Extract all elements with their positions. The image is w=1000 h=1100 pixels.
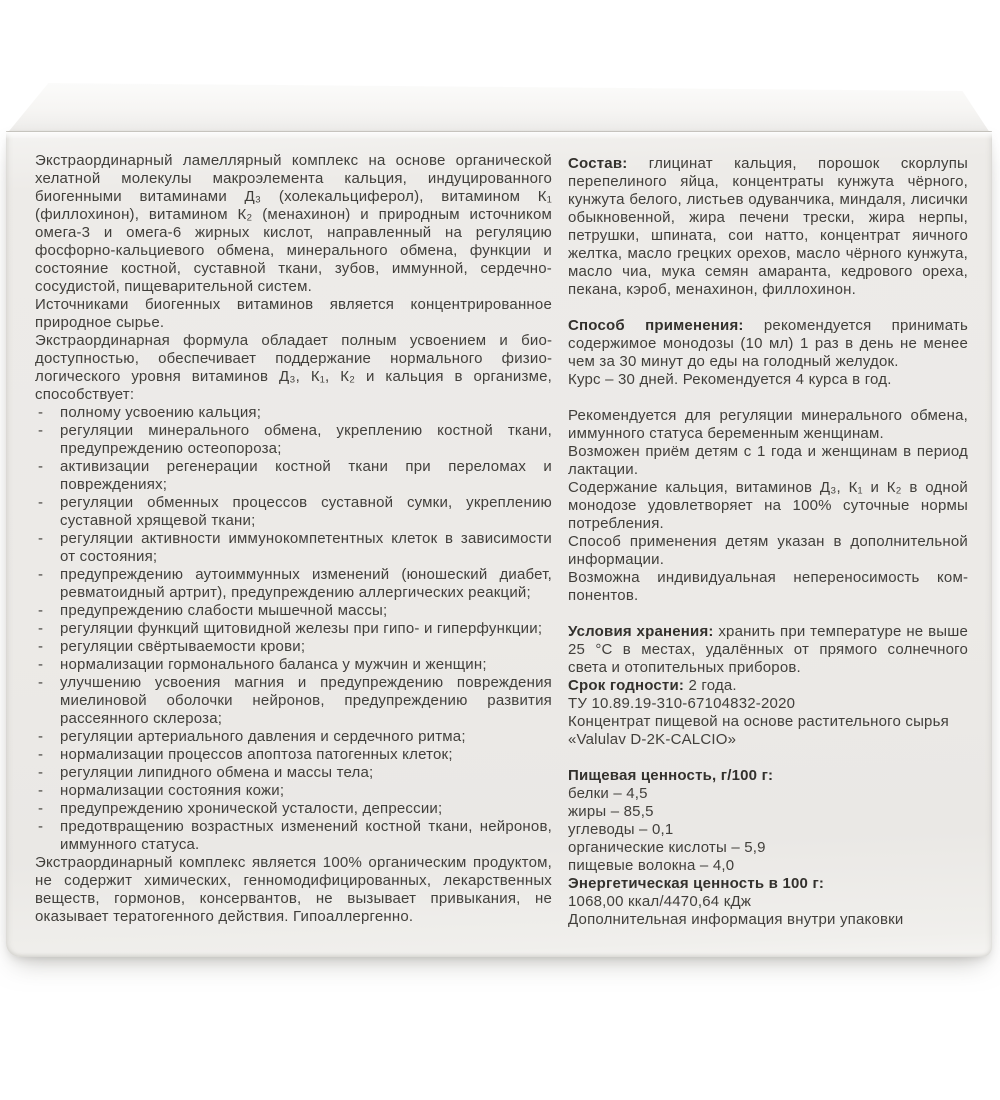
- nutrition-item: жиры – 85,5: [568, 803, 654, 820]
- left-column: [35, 152, 552, 926]
- recommendation-line: Возможен приём детям с 1 года и женщинам в период лактации.: [568, 443, 968, 478]
- benefit-item: - регуляции минерального обмена, укреплению костной ткани, предупреждению остеопороза;: [35, 422, 552, 458]
- benefit-item: - улучшению усвоения магния и предупреждению повреждения миелиновой оболочки нейронов, предупреждению развития рассеянного склероза;: [35, 674, 552, 728]
- nutrition-item: белки – 4,5: [568, 785, 648, 802]
- concentrate-line: Концентрат пищевой на основе растительного сырья: [568, 713, 949, 730]
- product-box: [6, 83, 992, 957]
- recommendations-block: [568, 407, 968, 605]
- intro-paragraph: Экстраординарный ламеллярный комплекс на основе органической хелатной молекулы макроэлемента кальция, индуцированного биогенными витаминами Д₃ (холекальциферол), витамином К₁ (филлохинон), витамином К₂ (менахинон) и природным источником омега-3 и омега-6 жирных кислот, направленный на регуляцию фосфорно-кальциевого обмена, минерального обмена, функции и состояние костной, суставной ткани, зубов, иммунной, сердечно-сосудистой, пищеварительной систем.: [35, 152, 552, 295]
- benefit-item: - предотвращению возрастных изменений костной ткани, нейронов, иммунного статуса.: [35, 818, 552, 854]
- recommendation-line: Рекомендуется для регуляции минерального обмена, иммунного статуса беременным женщинам.: [568, 407, 968, 442]
- storage-text: хранить при температуре не выше 25 °С в местах, удалённых от прямого солнечного света и отопительных приборов.: [568, 623, 968, 676]
- energy-value: 1068,00 ккал/4470,64 кДж: [568, 893, 752, 910]
- benefit-item: - нормализации гормонального баланса у мужчин и женщин;: [35, 656, 552, 674]
- composition-paragraph: [568, 155, 968, 299]
- shelf-life-text: 2 года.: [684, 677, 737, 694]
- storage-label: Условия хранения:: [568, 623, 714, 640]
- recommendation-line: Содержание кальция, витаминов Д₃, К₁ и К₂ в одной монодозе удовлетворяет на 100% суточные нормы потребления.: [568, 479, 968, 532]
- formula-paragraph: Экстраординарная формула обладает полным усвоением и биодоступностью, обеспечивает поддержание нормального физиологического уровня витаминов Д₃, К₁, К₂ и кальция в организме, способствует:: [35, 332, 552, 403]
- benefit-item: - регуляции функций щитовидной железы при гипо- и гиперфункции;: [35, 620, 552, 638]
- closing-paragraph: Экстраординарный комплекс является 100% органическим продуктом, не содержит химических, генномодифицированных, лекарственных веществ, гормонов, консервантов, не вызывает привыкания, не оказывает тератогенного действия. Гипоаллергенно.: [35, 854, 552, 925]
- usage-course-line: Курс – 30 дней. Рекомендуется 4 курса в год.: [568, 371, 892, 388]
- energy-title: Энергетическая ценность в 100 г:: [568, 875, 825, 892]
- benefit-item: - нормализации процессов апоптоза патогенных клеток;: [35, 746, 552, 764]
- nutrition-item: углеводы – 0,1: [568, 821, 674, 838]
- tu-number-line: ТУ 10.89.19-310-67104832-2020: [568, 695, 796, 712]
- recommendation-line: Возможна индивидуальная непереносимость компонентов.: [568, 569, 968, 604]
- benefit-item: - нормализации состояния кожи;: [35, 782, 552, 800]
- benefit-item: - регуляции обменных процессов суставной сумки, укреплению суставной хрящевой ткани;: [35, 494, 552, 530]
- shelf-life-label: Срок годности:: [568, 677, 685, 694]
- product-name-line: «Valulav D-2K-CALCIO»: [568, 731, 737, 748]
- box-top-face: [6, 83, 992, 133]
- nutrition-item: органические кислоты – 5,9: [568, 839, 766, 856]
- nutrition-title: Пищевая ценность, г/100 г:: [568, 767, 774, 784]
- composition-text: глицинат кальция, порошок скорлупы перепелиного яйца, концентраты кунжута чёрного, кунжута белого, листьев одуванчика, миндаля, лисички обыкновенной, жира печени трески, жира нерпы, петрушки, шпината, сои натто, концентрат яичного желтка, масло грецких орехов, масло чёрного кунжута, масло чиа, мука семян амаранта, кедрового ореха, пекана, кэроб, менахинон, филлохинон.: [568, 155, 968, 298]
- recommendation-line: Способ применения детям указан в дополнительной информации.: [568, 533, 968, 568]
- benefit-item: - регуляции артериального давления и сердечного ритма;: [35, 728, 552, 746]
- benefit-item: - полному усвоению кальция;: [35, 404, 552, 422]
- benefit-item: - предупреждению слабости мышечной массы;: [35, 602, 552, 620]
- shelf-life-line: [568, 677, 968, 695]
- right-column: [568, 155, 968, 929]
- benefit-item: - активизации регенерации костной ткани при переломах и повреждениях;: [35, 458, 552, 494]
- composition-label: Состав:: [568, 155, 628, 172]
- usage-label: Способ применения:: [568, 317, 744, 334]
- benefit-item: - предупреждению хронической усталости, депрессии;: [35, 800, 552, 818]
- benefit-item: - регуляции свёртываемости крови;: [35, 638, 552, 656]
- storage-paragraph: [568, 623, 968, 677]
- benefit-item: - регуляции липидного обмена и массы тела;: [35, 764, 552, 782]
- nutrition-list: [568, 785, 968, 875]
- nutrition-item: пищевые волокна – 4,0: [568, 857, 735, 874]
- benefit-item: - предупреждению аутоиммунных изменений (юношеский диабет, ревматоидный артрит), предупреждению аллергических реакций;: [35, 566, 552, 602]
- usage-paragraph: [568, 317, 968, 371]
- extra-info-line: Дополнительная информация внутри упаковки: [568, 911, 904, 928]
- benefits-list: [35, 404, 552, 854]
- benefit-item: - регуляции активности иммунокомпетентных клеток в зависимости от состояния;: [35, 530, 552, 566]
- usage-text: рекомендуется принимать содержимое монодозы (10 мл) 1 раз в день не менее чем за 30 минут до еды на голодный желудок.: [568, 317, 968, 370]
- sources-paragraph: Источниками биогенных витаминов является концентрированное природное сырье.: [35, 296, 552, 331]
